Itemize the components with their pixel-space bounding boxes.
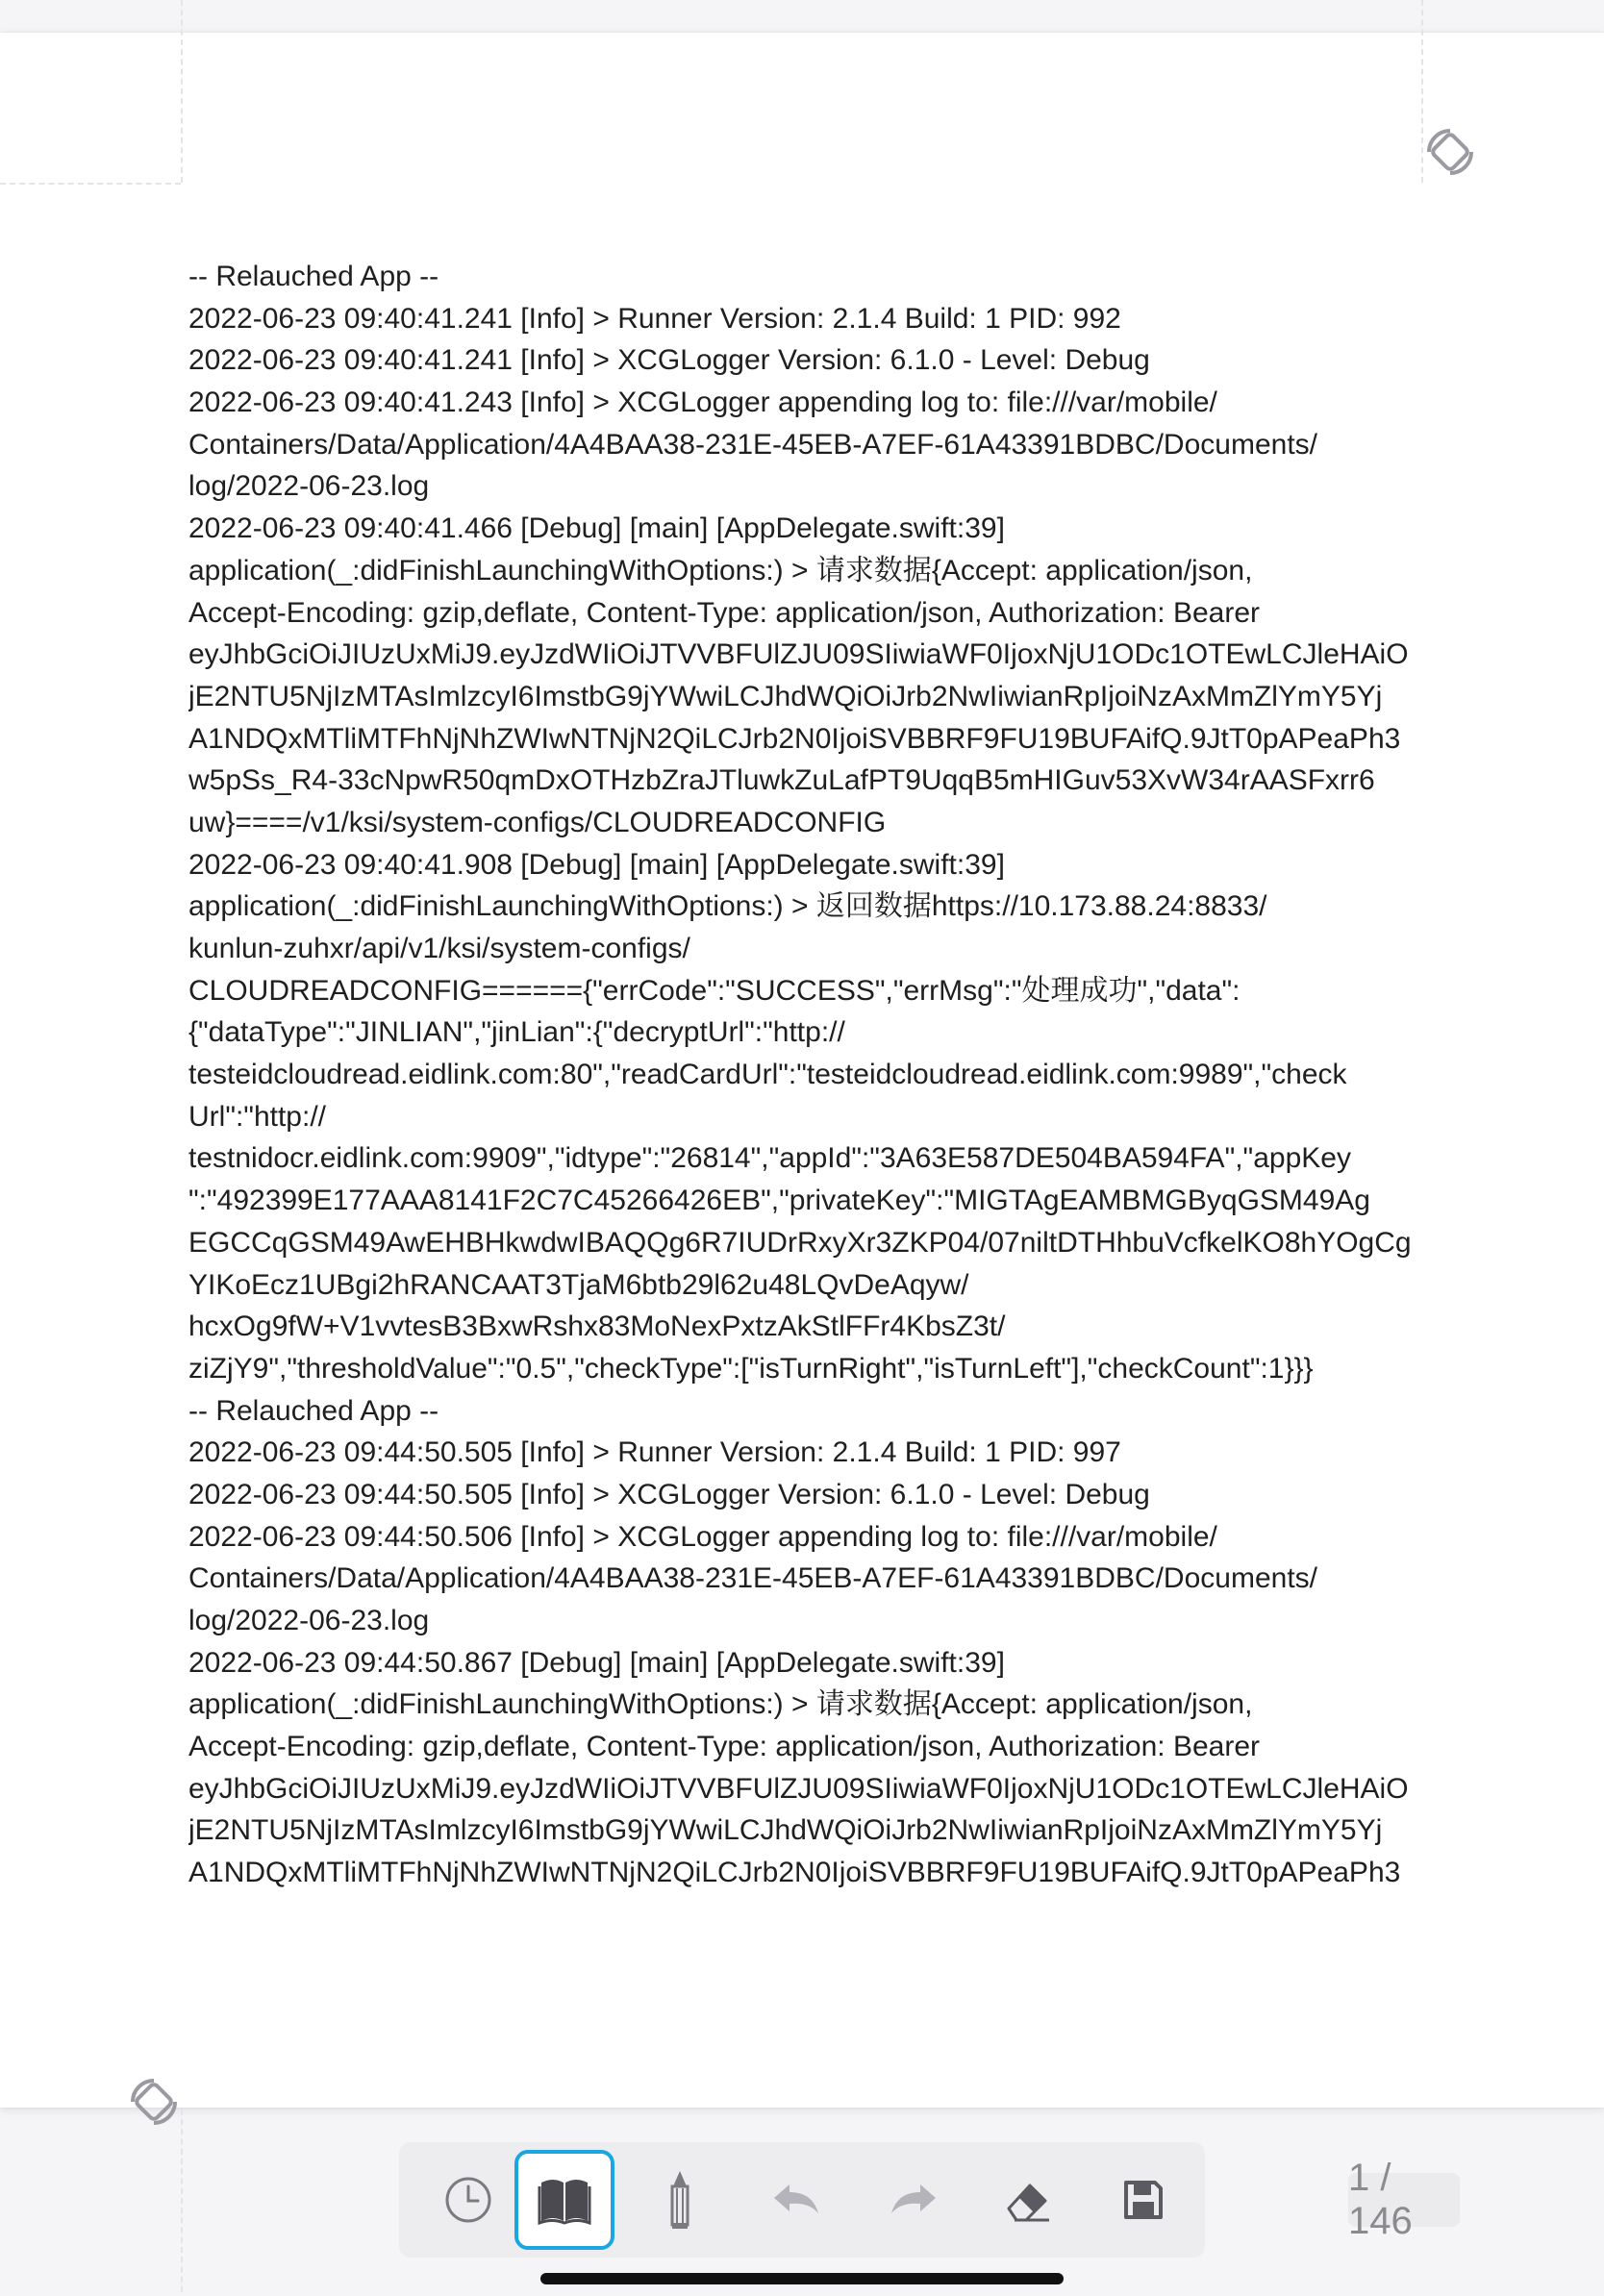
log-line: 2022-06-23 09:44:50.505 [Info] > XCGLogger Version: 6.1.0 - Level: Debug — [188, 1478, 1150, 1510]
book-icon — [538, 2175, 591, 2225]
log-line: Accept-Encoding: gzip,deflate, Content-Type: application/json, Authorization: Bearer — [188, 596, 1260, 629]
log-line: 2022-06-23 09:44:50.505 [Info] > Runner Version: 2.1.4 Build: 1 PID: 997 — [188, 1436, 1121, 1469]
rotate-page-icon[interactable] — [1421, 123, 1479, 181]
log-line: ":"492399E177AAA8141F2C7C45266426EB","privateKey":"MIGTAgEAMBMGByqGSM49Ag — [188, 1185, 1370, 1217]
log-line: YIKoEcz1UBgi2hRANCAAT3TjaM6btb29l62u48LQvDeAqyw/ — [188, 1268, 969, 1301]
eraser-button[interactable] — [978, 2150, 1078, 2250]
log-line: 2022-06-23 09:40:41.908 [Debug] [main] [AppDelegate.swift:39] — [188, 848, 1005, 881]
log-line: application(_:didFinishLaunchingWithOptions:) > 返回数据https://10.173.88.24:8833/ — [188, 890, 1267, 923]
history-button[interactable] — [418, 2150, 518, 2250]
pencil-button[interactable] — [630, 2150, 730, 2250]
log-line: jE2NTU5NjIzMTAsImlzcyI6ImstbG9jYWwiLCJhdWQiOiJrb2NwIiwianRpIjoiNzAxMmZlYmY5Yj — [188, 1814, 1383, 1847]
log-line: hcxOg9fW+V1vvtesB3BxwRshx83MoNexPxtzAkStlFFr4KbsZ3t/ — [188, 1310, 1006, 1343]
redo-button[interactable] — [863, 2150, 963, 2250]
log-line: Containers/Data/Application/4A4BAA38-231E-45EB-A7EF-61A43391BDBC/Documents/ — [188, 1562, 1317, 1595]
log-line: 2022-06-23 09:44:50.867 [Debug] [main] [AppDelegate.swift:39] — [188, 1646, 1005, 1679]
corner-guide — [181, 2109, 183, 2296]
document-page[interactable] — [0, 33, 1604, 2108]
clock-icon — [441, 2173, 495, 2227]
log-line: 2022-06-23 09:40:41.241 [Info] > XCGLogger Version: 6.1.0 - Level: Debug — [188, 344, 1150, 377]
annotation-toolbar — [399, 2142, 1205, 2258]
log-line: application(_:didFinishLaunchingWithOptions:) > 请求数据{Accept: application/json, — [188, 554, 1253, 586]
page-indicator[interactable]: 1 / 146 — [1348, 2173, 1460, 2227]
undo-icon — [770, 2181, 824, 2219]
log-line: testeidcloudread.eidlink.com:80","readCardUrl":"testeidcloudread.eidlink.com:9989","check — [188, 1059, 1347, 1091]
log-line: Accept-Encoding: gzip,deflate, Content-Type: application/json, Authorization: Bearer — [188, 1731, 1260, 1763]
log-line: log/2022-06-23.log — [188, 1605, 430, 1636]
log-line: Containers/Data/Application/4A4BAA38-231E-45EB-A7EF-61A43391BDBC/Documents/ — [188, 428, 1317, 461]
home-indicator[interactable] — [540, 2273, 1064, 2284]
log-line: 2022-06-23 09:40:41.466 [Debug] [main] [AppDelegate.swift:39] — [188, 512, 1005, 545]
log-line: A1NDQxMTliMTFhNjNhZWIwNTNjN2QiLCJrb2N0IjoiSVBBRF9FU19BUFAifQ.9JtT0pAPeaPh3 — [188, 722, 1401, 755]
undo-button[interactable] — [747, 2150, 847, 2250]
corner-guide — [0, 183, 181, 185]
log-line: CLOUDREADCONFIG======{"errCode":"SUCCESS","errMsg":"处理成功","data": — [188, 974, 1241, 1007]
pencil-icon — [661, 2169, 699, 2231]
log-line: testnidocr.eidlink.com:9909","idtype":"26814","appId":"3A63E587DE504BA594FA","appKey — [188, 1142, 1351, 1175]
reading-mode-button[interactable] — [514, 2150, 614, 2250]
save-icon — [1122, 2179, 1165, 2221]
redo-icon — [886, 2181, 940, 2219]
log-line: A1NDQxMTliMTFhNjNhZWIwNTNjN2QiLCJrb2N0IjoiSVBBRF9FU19BUFAifQ.9JtT0pAPeaPh3 — [188, 1857, 1401, 1889]
log-line: ziZjY9","thresholdValue":"0.5","checkType":["isTurnRight","isTurnLeft"],"checkCount":1}}} — [188, 1352, 1314, 1385]
log-line: eyJhbGciOiJIUzUxMiJ9.eyJzdWIiOiJTVVBFUlZJU09SIiwiaWF0IjoxNjU1ODc1OTEwLCJleHAiO — [188, 1772, 1409, 1805]
save-button[interactable] — [1093, 2150, 1193, 2250]
log-line: kunlun-zuhxr/api/v1/ksi/system-configs/ — [188, 933, 690, 964]
log-line: 2022-06-23 09:44:50.506 [Info] > XCGLogger appending log to: file:///var/mobile/ — [188, 1520, 1217, 1553]
log-line: 2022-06-23 09:40:41.241 [Info] > Runner Version: 2.1.4 Build: 1 PID: 992 — [188, 302, 1121, 335]
log-line: -- Relauched App -- — [188, 1394, 439, 1427]
log-line: -- Relauched App -- — [188, 261, 439, 292]
log-line: jE2NTU5NjIzMTAsImlzcyI6ImstbG9jYWwiLCJhdWQiOiJrb2NwIiwianRpIjoiNzAxMmZlYmY5Yj — [188, 680, 1383, 712]
log-line: 2022-06-23 09:40:41.243 [Info] > XCGLogger appending log to: file:///var/mobile/ — [188, 387, 1217, 419]
log-line: Url":"http:// — [188, 1100, 326, 1133]
log-line: w5pSs_R4-33cNpwR50qmDxOTHzbZraJTluwkZuLafPT9UqqB5mHIGuv53XvW34rAASFxrr6 — [188, 764, 1375, 797]
log-line: application(_:didFinishLaunchingWithOptions:) > 请求数据{Accept: application/json, — [188, 1688, 1253, 1721]
log-line: log/2022-06-23.log — [188, 470, 430, 503]
log-line: EGCCqGSM49AwEHBHkwdwIBAQQg6R7IUDrRxyXr3ZKP04/07niltDTHhbuVcfkelKO8hYOgCg — [188, 1226, 1412, 1259]
log-line: uw}====/v1/ksi/system-configs/CLOUDREADCONFIG — [188, 806, 887, 838]
eraser-icon — [1001, 2176, 1055, 2224]
log-line: {"dataType":"JINLIAN","jinLian":{"decryptUrl":"http:// — [188, 1016, 845, 1049]
rotate-page-icon[interactable] — [125, 2073, 183, 2131]
log-line: eyJhbGciOiJIUzUxMiJ9.eyJzdWIiOiJTVVBFUlZJU09SIiwiaWF0IjoxNjU1ODc1OTEwLCJleHAiO — [188, 638, 1409, 671]
corner-guide — [181, 0, 183, 183]
log-text-block — [188, 256, 1429, 1894]
